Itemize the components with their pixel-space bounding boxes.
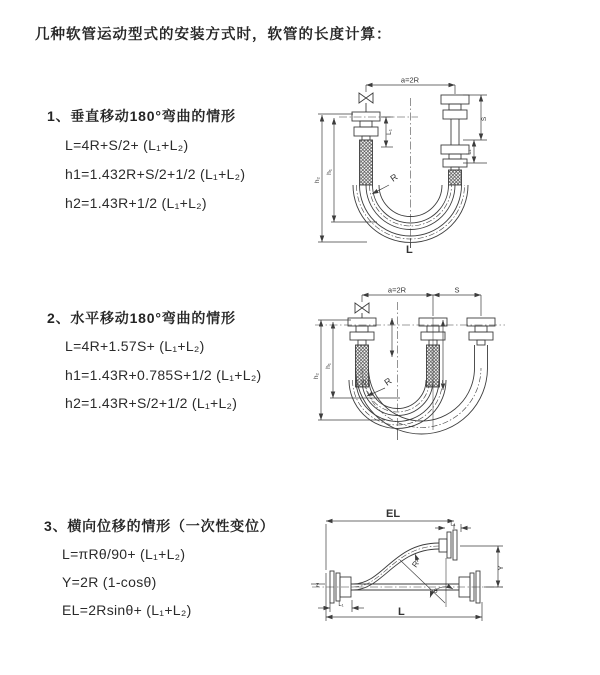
dim-label-l1-bottom: L₁: [338, 602, 344, 608]
s-curve-hose: [353, 530, 457, 590]
section-2-heading: 2、水平移动180°弯曲的情形: [47, 310, 236, 326]
valve-icon: [355, 303, 369, 313]
section-2: [47, 308, 262, 411]
formula-y: Y=2R (1-cosθ): [62, 574, 157, 590]
angle-label: θ: [434, 588, 438, 595]
radius-label: R: [382, 375, 394, 388]
dim-label-s: S: [481, 116, 488, 122]
center-lines: [315, 302, 505, 432]
formula-l: L=4R+S/2+ (L₁+L₂): [65, 137, 189, 153]
formula-h2: h2=1.43R+1/2 (L₁+L₂): [65, 195, 207, 211]
dim-label-el: EL: [386, 508, 401, 520]
break-mark-label: z: [316, 582, 319, 589]
diagram-horizontal-180-bend: [305, 280, 600, 455]
length-label: L: [398, 606, 405, 618]
dimension-lines: [318, 85, 487, 248]
u-bend-arcs: [349, 345, 488, 434]
section-3-heading: 3、横向位移的情形（一次性变位）: [44, 518, 275, 534]
braided-hose-section: [449, 170, 462, 185]
left-pipe-assembly: [352, 93, 380, 185]
formula-l: L=4R+1.57S+ (L₁+L₂): [65, 338, 205, 354]
dim-label-a2r: a=2R: [387, 285, 407, 295]
dim-label-l1-right: L₁: [466, 149, 473, 155]
formula-h1: h1=1.432R+S/2+1/2 (L₁+L₂): [65, 166, 246, 182]
formula-h1: h1=1.43R+0.785S+1/2 (L₁+L₂): [65, 367, 262, 383]
dim-label-h2: h₂: [314, 176, 321, 184]
dim-label-y: Y: [496, 565, 505, 571]
pipe-assemblies: [348, 303, 495, 387]
dim-label-a2r: a=2R: [400, 75, 420, 85]
dim-label-h1: h₁: [325, 363, 332, 369]
diagram-labels: [316, 508, 505, 618]
dim-label-l1-left: L₁: [386, 129, 393, 135]
diagram-lateral-displacement: [298, 498, 600, 650]
formula-h2: h2=1.43R+S/2+1/2 (L₁+L₂): [65, 395, 238, 411]
angle-construction: [400, 554, 453, 607]
valve-icon: [359, 93, 373, 103]
section-3: [44, 516, 275, 618]
formula-l: L=πRθ/90+ (L₁+L₂): [62, 546, 186, 562]
braided-hose-section: [360, 140, 373, 185]
dim-label-l1-top: L₁: [450, 521, 456, 528]
page-title: 几种软管运动型式的安装方式时，软管的长度计算：: [35, 27, 392, 43]
braided-hose-section: [356, 345, 369, 387]
section-1-heading: 1、垂直移动180°弯曲的情形: [47, 108, 236, 124]
dim-label-h2: h₂: [313, 372, 320, 380]
length-label: L: [406, 244, 413, 256]
dim-label-s: S: [454, 285, 460, 295]
section-1: [47, 106, 246, 211]
dimension-lines: [318, 295, 481, 440]
radius-label: R: [410, 559, 421, 570]
radius-label: R: [388, 171, 400, 184]
dim-label-h1: h₁: [326, 169, 333, 175]
formula-el: EL=2Rsinθ+ (L₁+L₂): [62, 602, 192, 618]
braided-hose-section: [427, 345, 440, 387]
diagram-vertical-180-bend: [305, 68, 600, 263]
